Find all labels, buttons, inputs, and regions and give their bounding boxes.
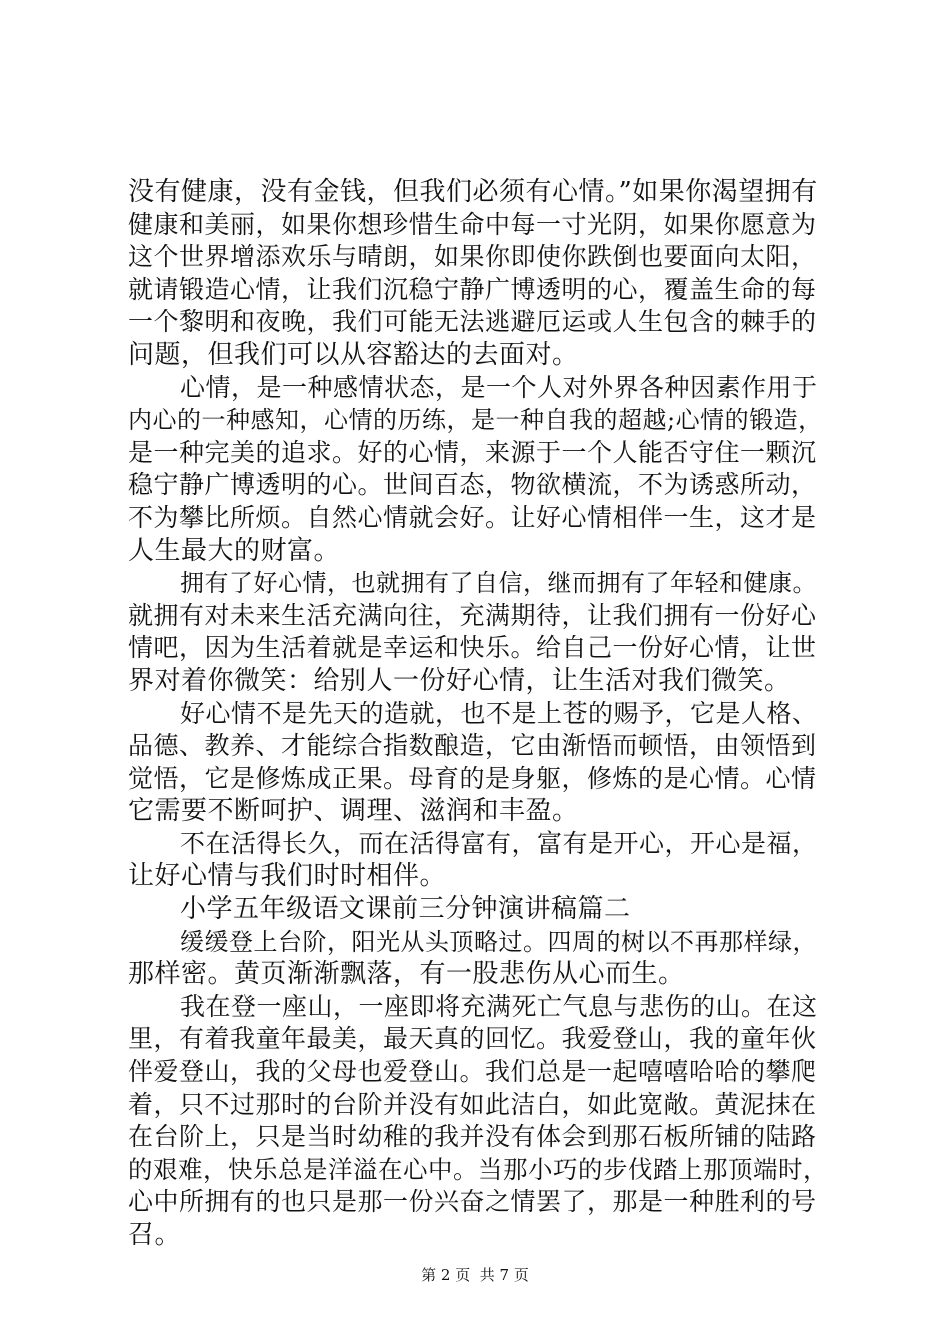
paragraph (128, 372, 828, 568)
paragraph (128, 893, 828, 926)
text-line: 稳宁静广博透明的心。世间百态，物欲横流，不为诱惑所动， (128, 470, 817, 500)
text-line: 小学五年级语文课前三分钟演讲稿篇二 (180, 894, 631, 925)
document-body (128, 176, 828, 1252)
text-line: 它需要不断呵护、调理、滋润和丰盈。 (128, 796, 579, 827)
text-line: 在台阶上，只是当时幼稚的我并没有体会到那石板所铺的陆路 (128, 1122, 817, 1152)
text-line: 我在登一座山，一座即将充满死亡气息与悲伤的山。在这 (180, 991, 818, 1021)
text-line: 这个世界增添欢乐与晴朗，如果你即使你跌倒也要面向太阳， (128, 242, 817, 272)
text-line: 心情，是一种感情状态，是一个人对外界各种因素作用于 (180, 372, 818, 402)
text-line: 的艰难，快乐总是洋溢在心中。当那小巧的步伐踏上那顶端时， (128, 1154, 828, 1184)
text-line: 拥有了好心情，也就拥有了自信，继而拥有了年轻和健康。 (180, 569, 817, 598)
page-footer: 第 2 页 共 7 页 (421, 1266, 529, 1284)
text-line: 召。 (128, 1220, 182, 1250)
text-line: 缓缓登上台阶，阳光从头顶略过。四周的树以不再那样绿， (180, 927, 817, 956)
text-line: 着，只不过那时的台阶并没有如此洁白，如此宽敞。黄泥抹在 (128, 1089, 817, 1119)
paragraph (128, 926, 828, 991)
text-line: 问题，但我们可以从容豁达的去面对。 (128, 339, 579, 370)
text-line: 里，有着我童年最美，最天真的回忆。我爱登山，我的童年伙 (128, 1024, 817, 1054)
text-line: 情吧，因为生活着就是幸运和快乐。给自己一份好心情，让世 (128, 633, 817, 663)
text-line: 那样密。黄页渐渐飘落，有一股悲伤从心而生。 (128, 959, 685, 990)
text-line: 觉悟，它是修炼成正果。母育的是身躯，修炼的是心情。心情 (128, 763, 817, 793)
text-line: 让好心情与我们时时相伴。 (128, 861, 447, 892)
paragraph (128, 828, 828, 893)
paragraph (128, 991, 828, 1252)
paragraph (128, 567, 828, 697)
text-line: 是一种完美的追求。好的心情，来源于一个人能否守住一颗沉 (128, 437, 817, 467)
text-line: 界对着你微笑：给别人一份好心情，让生活对我们微笑。 (128, 665, 791, 696)
text-line: 品德、教养、才能综合指数酿造，它由渐悟而顿悟，由领悟到 (128, 731, 817, 761)
text-line: 没有健康，没有金钱，但我们必须有心情。”如果你渴望拥有 (128, 177, 818, 207)
text-line: 好心情不是先天的造就，也不是上苍的赐予，它是人格、 (180, 698, 818, 728)
text-line: 不为攀比所烦。自然心情就会好。让好心情相伴一生，这才是 (128, 502, 817, 532)
text-line: 一个黎明和夜晚，我们可能无法逃避厄运或人生包含的棘手的 (128, 307, 817, 337)
text-line: 就请锻造心情，让我们沉稳宁静广博透明的心，覆盖生命的每 (128, 274, 817, 304)
text-line: 伴爱登山，我的父母也爱登山。我们总是一起嘻嘻哈哈的攀爬 (128, 1057, 817, 1087)
text-line: 就拥有对未来生活充满向往，充满期待，让我们拥有一份好心 (128, 600, 817, 630)
text-line: 心中所拥有的也只是那一份兴奋之情罢了，那是一种胜利的号 (128, 1187, 817, 1217)
text-line: 不在活得长久，而在活得富有，富有是开心，开心是福， (180, 828, 818, 858)
text-line: 内心的一种感知，心情的历练，是一种自我的超越;心情的锻造， (128, 406, 823, 435)
paragraph (128, 698, 828, 828)
text-line: 人生最大的财富。 (128, 535, 341, 566)
text-line: 健康和美丽，如果你想珍惜生命中每一寸光阴，如果你愿意为 (128, 209, 817, 239)
paragraph (128, 176, 828, 372)
